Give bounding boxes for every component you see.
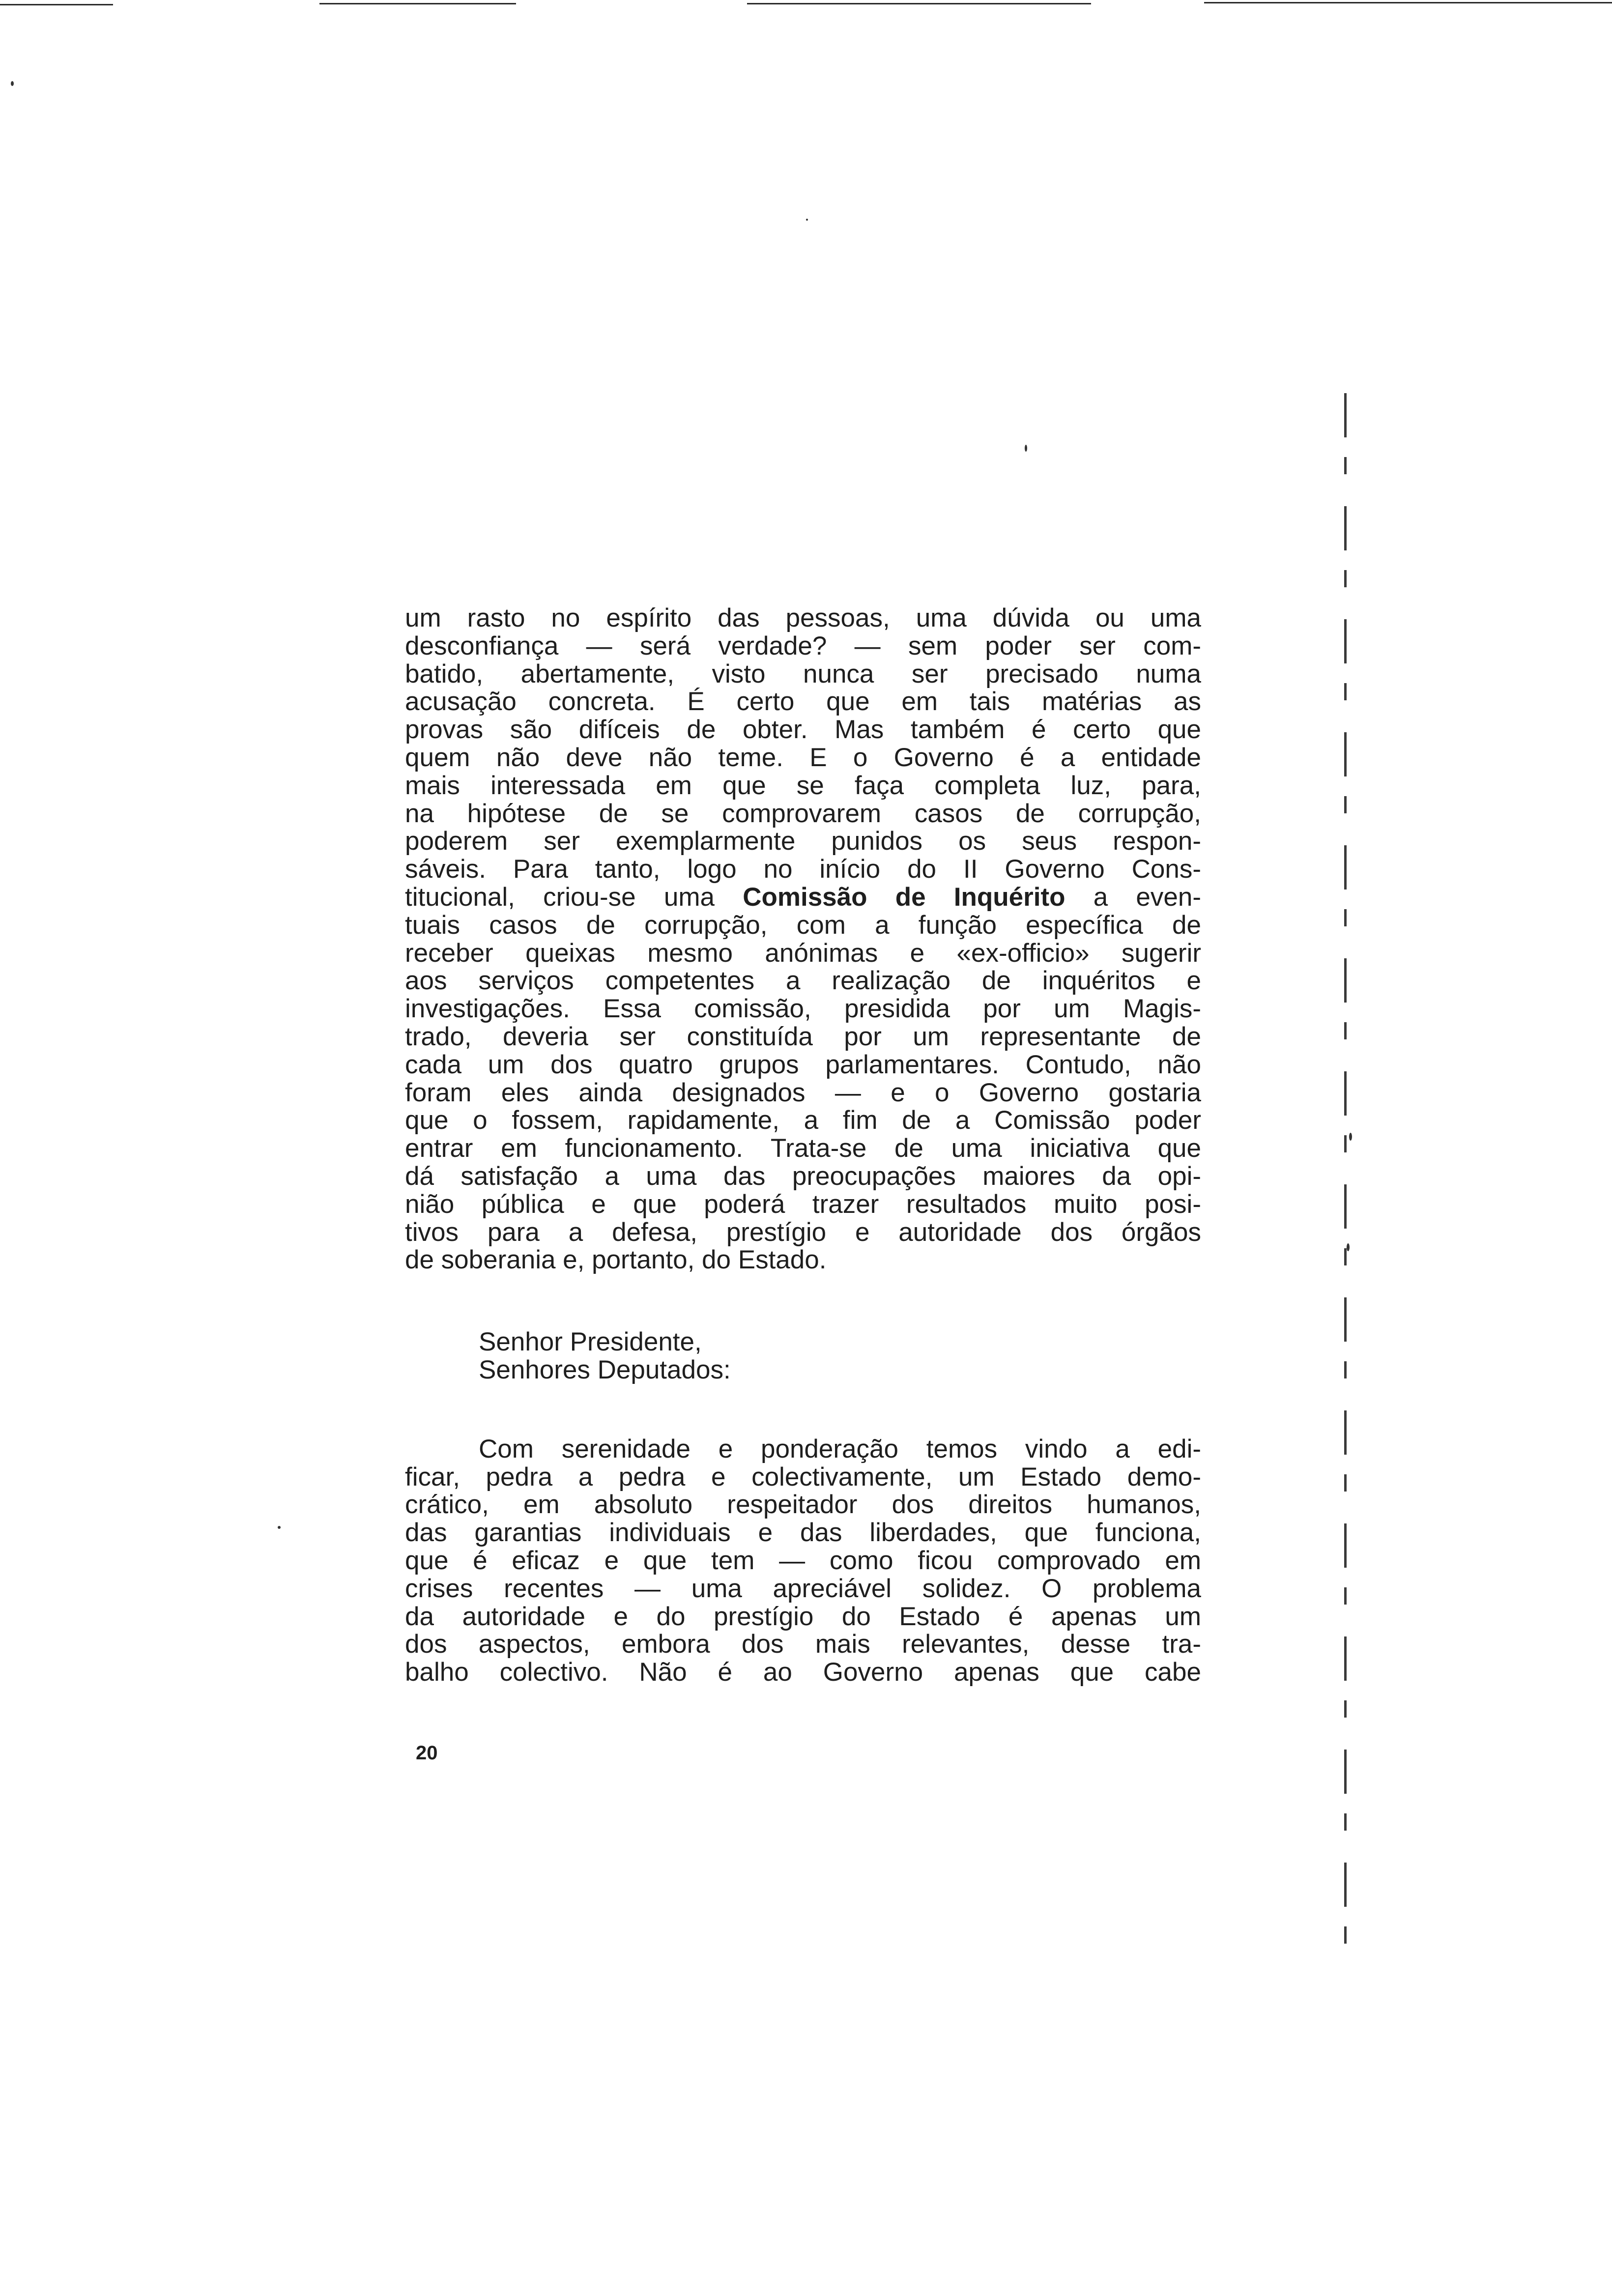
text-fragment: titucional, criou-se uma bbox=[405, 882, 715, 912]
paragraph-1 bbox=[405, 604, 1201, 1274]
text-line-last: de soberania e, portanto, do Estado. bbox=[405, 1245, 827, 1275]
text-line: sáveis. Para tanto, logo no início do II Governo Cons- bbox=[405, 855, 1201, 884]
spacer bbox=[405, 1384, 1201, 1435]
text-line: cada um dos quatro grupos parlamentares. Contudo, não bbox=[405, 1050, 1201, 1079]
scan-right-edge-line bbox=[1344, 393, 1347, 1956]
salutation bbox=[405, 1328, 1201, 1384]
scan-speck bbox=[278, 1526, 281, 1529]
text-line: que é eficaz e que tem — como ficou comprovado em bbox=[405, 1546, 1201, 1575]
text-fragment: a even- bbox=[1093, 882, 1201, 912]
text-line-indented: Com serenidade e ponderação temos vindo a edi- bbox=[479, 1434, 1201, 1464]
text-line: trado, deveria ser constituída por um representante de bbox=[405, 1022, 1201, 1051]
text-line: balho colectivo. Não é ao Governo apenas que cabe bbox=[405, 1658, 1201, 1687]
text-line: poderem ser exemplarmente punidos os seus respon- bbox=[405, 827, 1201, 856]
text-line: entrar em funcionamento. Trata-se de uma iniciativa que bbox=[405, 1134, 1201, 1163]
text-line: receber queixas mesmo anónimas e «ex-officio» sugerir bbox=[405, 938, 1201, 968]
commission-name-bold: Comissão de Inquérito bbox=[743, 882, 1065, 912]
text-line: batido, abertamente, visto nunca ser precisado numa bbox=[405, 659, 1201, 689]
paragraph-2 bbox=[405, 1435, 1201, 1687]
text-line: crático, em absoluto respeitador dos direitos humanos, bbox=[405, 1490, 1201, 1520]
salutation-line-president: Senhor Presidente, bbox=[479, 1327, 702, 1357]
text-line: da autoridade e do prestígio do Estado é apenas um bbox=[405, 1602, 1201, 1631]
scan-rule-top-center bbox=[319, 3, 516, 4]
text-line: dá satisfação a uma das preocupações maiores da opi- bbox=[405, 1161, 1201, 1191]
spacer bbox=[405, 1274, 1201, 1328]
page-body bbox=[405, 604, 1201, 1687]
scan-speck bbox=[1025, 445, 1027, 452]
scan-rule-top-right bbox=[1204, 2, 1612, 3]
scan-speck bbox=[1347, 1243, 1350, 1251]
text-line: desconfiança — será verdade? — sem poder ser com- bbox=[405, 631, 1201, 660]
text-line: na hipótese de se comprovarem casos de corrupção, bbox=[405, 799, 1201, 828]
text-line: nião pública e que poderá trazer resultados muito posi- bbox=[405, 1189, 1201, 1219]
text-line: das garantias individuais e das liberdades, que funciona, bbox=[405, 1518, 1201, 1548]
text-line: dos aspectos, embora dos mais relevantes, desse tra- bbox=[405, 1630, 1201, 1659]
text-line: investigações. Essa comissão, presidida por um Magis- bbox=[405, 994, 1201, 1024]
scan-speck bbox=[806, 219, 808, 221]
text-line: mais interessada em que se faça completa luz, para, bbox=[405, 771, 1201, 800]
page-number: 20 bbox=[416, 1742, 438, 1764]
text-line: que o fossem, rapidamente, a fim de a Comissão poder bbox=[405, 1106, 1201, 1135]
text-line: acusação concreta. É certo que em tais matérias as bbox=[405, 687, 1201, 717]
scan-speck bbox=[11, 81, 14, 86]
text-line: crises recentes — uma apreciável solidez. O problema bbox=[405, 1574, 1201, 1603]
salutation-line-deputies: Senhores Deputados: bbox=[479, 1355, 731, 1384]
text-line: quem não deve não teme. E o Governo é a entidade bbox=[405, 743, 1201, 772]
text-line: um rasto no espírito das pessoas, uma dúvida ou uma bbox=[405, 603, 1201, 632]
text-line: foram eles ainda designados — e o Governo gostaria bbox=[405, 1078, 1201, 1107]
text-line-with-bold bbox=[405, 884, 1201, 912]
text-line: provas são difíceis de obter. Mas também é certo que bbox=[405, 715, 1201, 745]
scan-rule-top-left bbox=[0, 4, 113, 5]
text-line: tivos para a defesa, prestígio e autoridade dos órgãos bbox=[405, 1217, 1201, 1247]
scan-speck bbox=[1349, 1133, 1352, 1141]
scan-rule-top-mid bbox=[747, 3, 1091, 4]
text-line: tuais casos de corrupção, com a função específica de bbox=[405, 910, 1201, 940]
text-line: ficar, pedra a pedra e colectivamente, um Estado demo- bbox=[405, 1462, 1201, 1492]
text-line: aos serviços competentes a realização de inquéritos e bbox=[405, 966, 1201, 996]
